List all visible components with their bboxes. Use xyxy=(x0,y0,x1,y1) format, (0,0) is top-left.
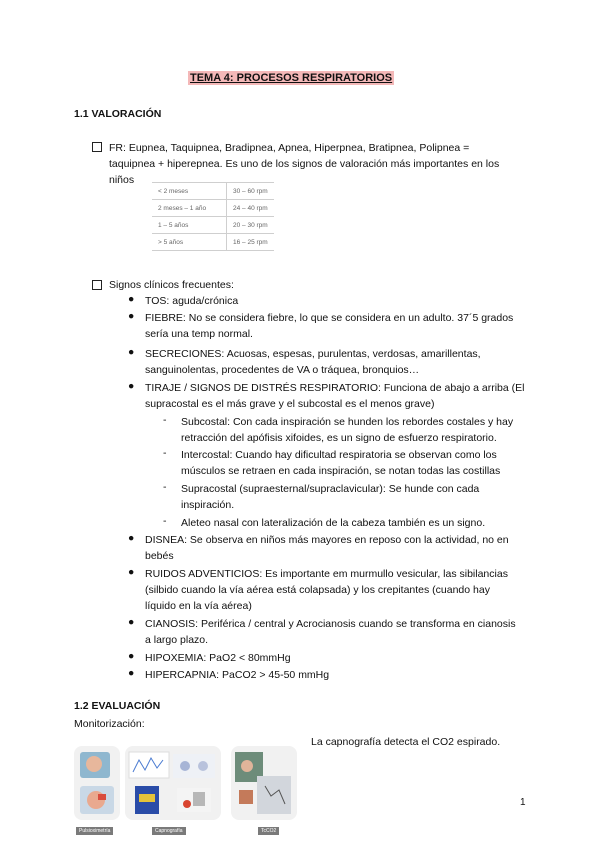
table-row xyxy=(152,217,274,234)
item-line: HIPERCAPNIA: PaCO2 > 45-50 mmHg xyxy=(145,669,330,681)
item-line: a largo plazo. xyxy=(145,634,209,646)
item-line: TIRAJE / SIGNOS DE DISTRÉS RESPIRATORIO: Funciona de abajo a arriba (El xyxy=(145,382,525,394)
page-number: 1 xyxy=(520,797,526,808)
caption-tcco2: TcCO2 xyxy=(258,827,279,835)
dash-icon: - xyxy=(163,447,167,459)
bullet-icon: ● xyxy=(128,293,135,305)
item-line: líquido en la vía aérea) xyxy=(145,600,252,612)
item-line: RUIDOS ADVENTICIOS: Es importante em murmullo vesicular, las sibilancias xyxy=(145,568,508,580)
ruidos-item xyxy=(145,566,528,614)
pulsioximetria-image xyxy=(74,746,120,820)
bullet-icon: ● xyxy=(128,310,135,322)
bullet-icon: ● xyxy=(128,667,135,679)
tos-item xyxy=(145,293,528,309)
table-cell: 2 meses – 1 año xyxy=(152,200,227,217)
fr-line: FR: Eupnea, Taquipnea, Bradipnea, Apnea, Hiperpnea, Bratipnea, Polipnea = xyxy=(109,142,470,154)
table-cell: 16 – 25 rpm xyxy=(227,234,274,251)
item-line: SECRECIONES: Acuosas, espesas, purulentas, verdosas, amarillentas, xyxy=(145,348,481,360)
signos-heading: Signos clínicos frecuentes: xyxy=(109,279,234,291)
item-line: DISNEA: Se observa en niños más mayores en reposo con la actividad, no en xyxy=(145,534,509,546)
table-cell: > 5 años xyxy=(152,234,227,251)
supracostal-item xyxy=(181,481,528,513)
section-heading-valoracion: 1.1 VALORACIÓN xyxy=(74,108,162,120)
table-cell: 20 – 30 rpm xyxy=(227,217,274,234)
item-line: bebés xyxy=(145,550,174,562)
table-cell: 30 – 60 rpm xyxy=(227,183,274,200)
fr-line: niños xyxy=(109,174,135,186)
item-line: HIPOXEMIA: PaO2 < 80mmHg xyxy=(145,652,291,664)
subcostal-item xyxy=(181,414,528,446)
page-title: TEMA 4: PROCESOS RESPIRATORIOS xyxy=(190,72,393,84)
item-line: Supracostal (supraesternal/supraclavicular): Se hunde con cada xyxy=(181,483,480,495)
bullet-icon: ● xyxy=(128,566,135,578)
caption-capnografia: Capnografía xyxy=(152,827,186,835)
item-line: Aleteo nasal con lateralización de la cabeza también es un signo. xyxy=(181,517,486,529)
item-line: (silbido cuando la vía aérea está colapsada) y los crepitantes (cuando hay xyxy=(145,584,490,596)
item-line: sería una temp normal. xyxy=(145,328,253,340)
respiratory-rate-table xyxy=(152,182,274,251)
bullet-icon: ● xyxy=(128,616,135,628)
fr-paragraph xyxy=(109,140,528,188)
hipoxemia-item xyxy=(145,650,528,666)
aleteo-item xyxy=(181,515,528,531)
bullet-icon: ● xyxy=(128,650,135,662)
bullet-icon: ● xyxy=(128,346,135,358)
bullet-icon: ● xyxy=(128,532,135,544)
tcco2-image xyxy=(231,746,297,820)
item-line: inspiración. xyxy=(181,499,235,511)
table-cell: < 2 meses xyxy=(152,183,227,200)
table-cell: 1 – 5 años xyxy=(152,217,227,234)
table-row xyxy=(152,183,274,200)
fr-line: taquipnea + hiperepnea. Es uno de los signos de valoración más importantes en los xyxy=(109,158,500,170)
capnografia-image xyxy=(125,746,221,820)
fiebre-item xyxy=(145,310,528,342)
caption-pulsioximetria: Pulsioximetría xyxy=(76,827,113,835)
photo-icon xyxy=(74,746,120,820)
item-line: músculos se retraen en cada inspiración, se notan todas las costillas xyxy=(181,465,501,477)
disnea-item xyxy=(145,532,528,564)
item-line: TOS: aguda/crónica xyxy=(145,295,239,307)
checkbox-icon xyxy=(92,280,102,290)
tiraje-item xyxy=(145,380,528,412)
item-line: Intercostal: Cuando hay dificultad respiratoria se observan como los xyxy=(181,449,497,461)
item-line: supracostal es el más grave y el subcostal es el menos grave) xyxy=(145,398,435,410)
hipercapnia-item xyxy=(145,667,528,683)
capnografia-text: La capnografía detecta el CO2 espirado. xyxy=(311,736,501,748)
item-line: Subcostal: Con cada inspiración se hunden los rebordes costales y hay xyxy=(181,416,514,428)
item-line: FIEBRE: No se considera fiebre, lo que se considera en un adulto. 37´5 grados xyxy=(145,312,514,324)
dash-icon: - xyxy=(163,414,167,426)
cianosis-item xyxy=(145,616,528,648)
item-line: retracción del apófisis xifoides, es un signo de esfuerzo respiratorio. xyxy=(181,432,497,444)
item-line: CIANOSIS: Periférica / central y Acrocianosis cuando se transforma en cianosis xyxy=(145,618,516,630)
table-row xyxy=(152,234,274,251)
bullet-icon: ● xyxy=(128,380,135,392)
secreciones-item xyxy=(145,346,528,378)
table-row xyxy=(152,200,274,217)
photo-icon xyxy=(125,746,221,820)
monitorizacion-label: Monitorización: xyxy=(74,718,145,730)
checkbox-icon xyxy=(92,142,102,152)
table-cell: 24 – 40 rpm xyxy=(227,200,274,217)
dash-icon: - xyxy=(163,515,167,527)
section-heading-evaluacion: 1.2 EVALUACIÓN xyxy=(74,700,161,712)
intercostal-item xyxy=(181,447,528,479)
dash-icon: - xyxy=(163,481,167,493)
photo-icon xyxy=(231,746,297,820)
item-line: sanguinolentas, procedentes de VA o tráquea, bronquios… xyxy=(145,364,420,376)
